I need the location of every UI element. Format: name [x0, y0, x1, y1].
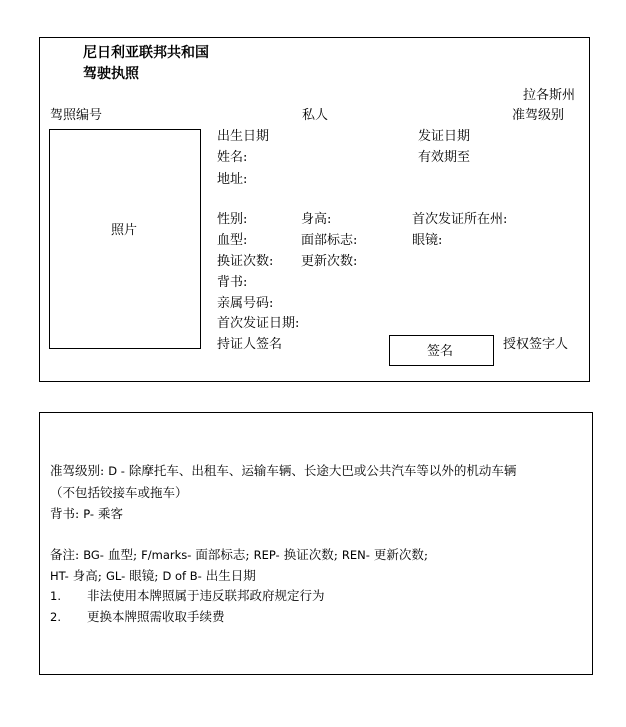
name-label: 姓名:	[217, 150, 248, 165]
class-label: 准驾级别	[512, 108, 565, 123]
notes-line-2	[50, 568, 256, 584]
ht-code: HT-	[50, 569, 69, 583]
class-note-line	[50, 463, 516, 479]
notes-line-1	[50, 547, 428, 563]
sex-label: 性别:	[217, 212, 248, 227]
first-issue-state-label: 首次发证所在州:	[412, 212, 508, 227]
glasses-label: 眼镜:	[412, 233, 443, 248]
blood-group-label: 血型:	[217, 233, 248, 248]
facial-marks-label: 面部标志:	[301, 233, 358, 248]
list-item-text: 更换本牌照需收取手续费	[87, 609, 225, 624]
list-item	[50, 609, 225, 625]
ren-desc: 更新次数;	[373, 547, 429, 562]
gl-desc: 眼镜;	[129, 568, 159, 583]
gl-code: GL-	[105, 569, 126, 583]
class-note-prefix: 准驾级别:	[50, 463, 105, 478]
list-item-number: 2.	[50, 610, 61, 624]
rep-desc: 换证次数;	[283, 547, 338, 562]
private-label: 私人	[302, 108, 329, 123]
rep-code: REP-	[253, 548, 280, 562]
dob-code: D of B-	[162, 569, 202, 583]
class-note-desc: 除摩托车、出租车、运输车辆、长途大巴或公共汽车等以外的机动车辆	[128, 463, 517, 478]
endorsement-note-code: P-	[83, 507, 95, 521]
class-note-line-2: （不包括铰接车或拖车）	[50, 485, 188, 500]
photo-label: 照片	[111, 223, 138, 238]
list-item-text: 非法使用本牌照属于违反联邦政府规定行为	[87, 588, 325, 603]
replacement-count-label: 换证次数:	[217, 254, 274, 269]
list-item-number: 1.	[50, 589, 61, 603]
dob-label: 出生日期	[217, 129, 270, 144]
class-note-code: D -	[108, 464, 125, 478]
renewal-count-label: 更新次数:	[301, 254, 358, 269]
ren-code: REN-	[341, 548, 370, 562]
expiry-label: 有效期至	[418, 150, 471, 165]
next-of-kin-label: 亲属号码:	[217, 296, 274, 311]
fm-code: F/marks-	[141, 548, 192, 562]
list-item	[50, 588, 325, 604]
issue-date-label: 发证日期	[418, 129, 471, 144]
signature-box-label: 签名	[427, 344, 454, 359]
bg-code: BG-	[83, 548, 104, 562]
state-name: 拉各斯州	[523, 88, 576, 103]
bg-desc: 血型;	[107, 547, 138, 562]
notes-prefix: 备注:	[50, 547, 80, 562]
address-label: 地址:	[217, 172, 248, 187]
country-title: 尼日利亚联邦共和国	[83, 45, 209, 61]
first-issue-date-label: 首次发证日期:	[217, 316, 300, 331]
license-number-label: 驾照编号	[50, 108, 103, 123]
endorsement-note-desc: 乘客	[98, 506, 124, 521]
height-label: 身高:	[301, 212, 332, 227]
photo-box	[49, 129, 201, 349]
endorsement-label: 背书:	[217, 275, 248, 290]
authorized-signatory-label: 授权签字人	[503, 337, 569, 352]
license-back	[39, 412, 593, 675]
document-title: 驾驶执照	[83, 66, 139, 82]
endorsement-note-line	[50, 506, 123, 522]
fm-desc: 面部标志;	[195, 547, 250, 562]
ht-desc: 身高;	[72, 568, 102, 583]
endorsement-note-prefix: 背书:	[50, 506, 80, 521]
dob-desc: 出生日期	[205, 568, 256, 583]
holder-signature-label: 持证人签名	[217, 337, 283, 352]
